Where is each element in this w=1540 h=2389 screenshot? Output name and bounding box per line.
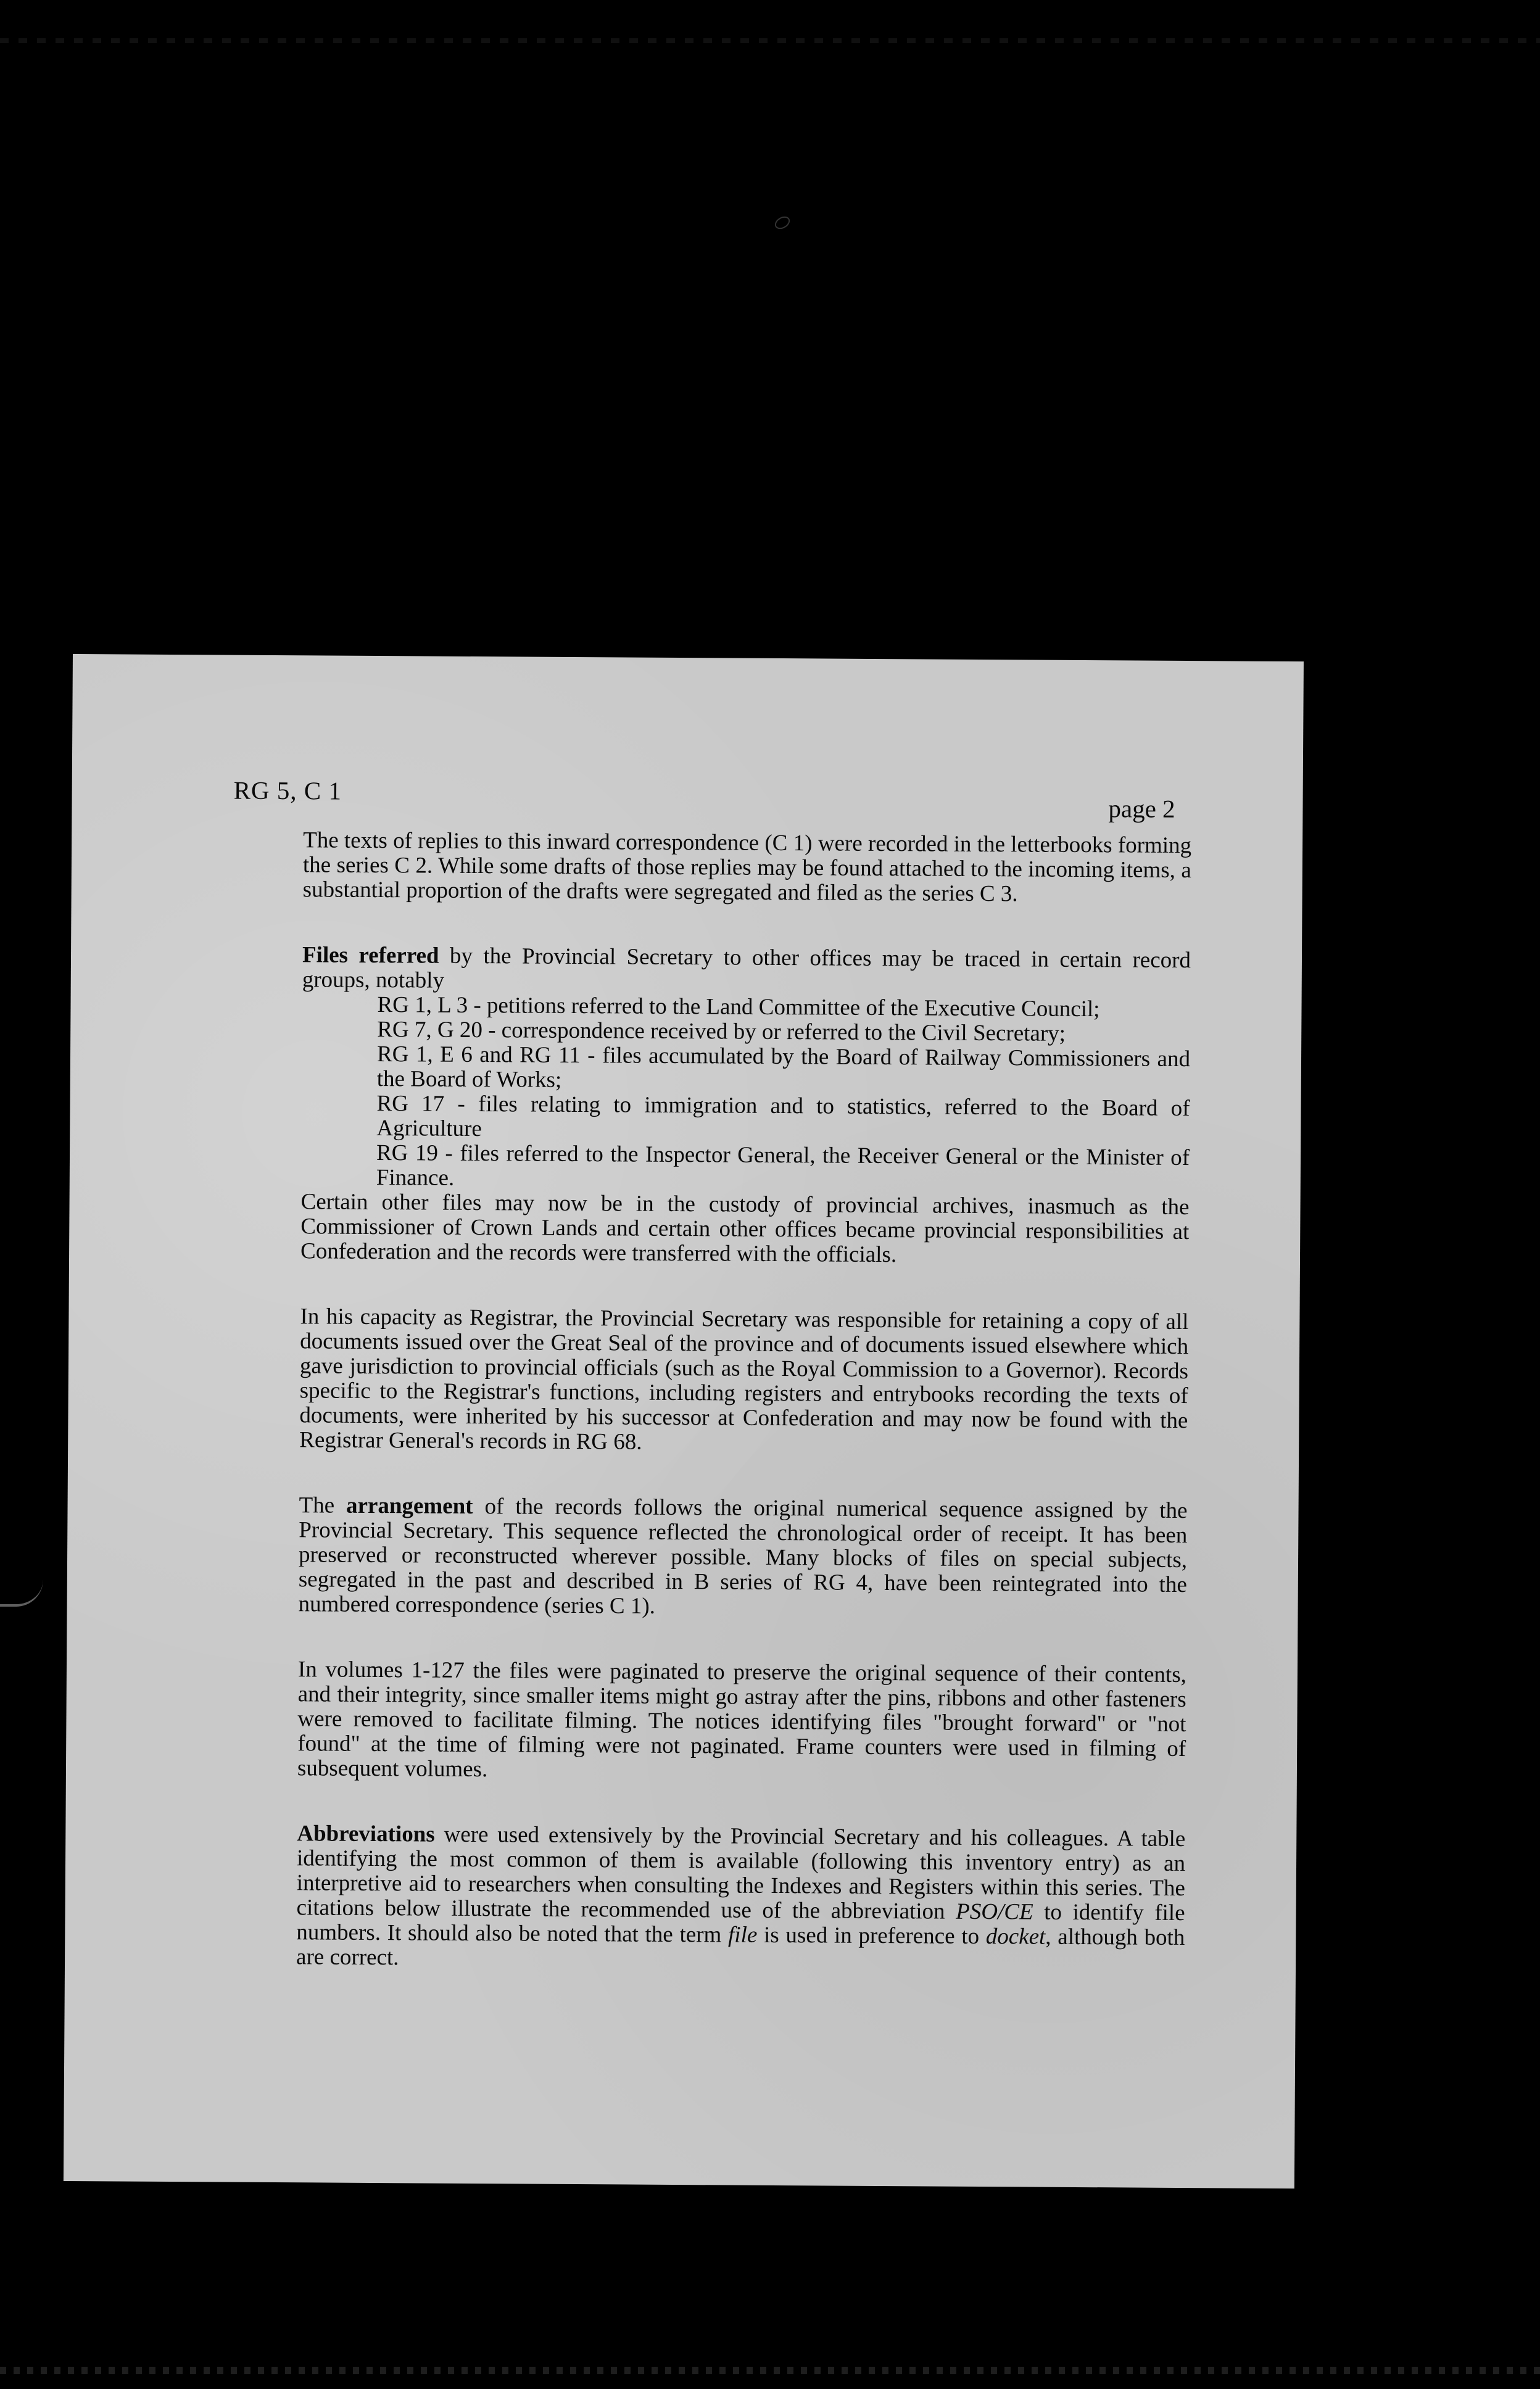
abbreviations-text: were used extensively by the Provincial Secretary and his colleagues. A table identifying the most common of them is available (following this inventory entry) as an interpretive aid to researchers when consulting the Indexes and Registers within this series. The citations below illustrate the recommended use of the abbreviation xyxy=(296,1821,1186,1924)
list-item: RG 1, L 3 - petitions referred to the Land Committee of the Executive Council; xyxy=(377,992,1100,1022)
record-group-header: RG 5, C 1 xyxy=(233,776,342,805)
files-referred-text: by the Provincial Secretary to other offices may be traced in certain record groups, notably xyxy=(302,943,1191,993)
paragraph-registrar: In his capacity as Registrar, the Provincial Secretary was responsible for retaining a copy of all documents issued over the Great Seal of the province and of documents issued elsewhere which gave jurisdiction to provincial officials (such as the Royal Commission to a Governor). Records specific to the Registrar's functions, including registers and entrybooks recording the texts of documents, were inherited by his successor at Confederation and may now be found with the Registrar General's records in RG 68. xyxy=(299,1304,1189,1455)
paragraph-pagination: In volumes 1-127 the files were paginated to preserve the original sequence of their contents, and their integrity, since smaller items might go astray after the pins, ribbons and other fasteners were removed to facilitate filming. The notices identifying files "brought forward" or "not found" at the time of filming were not paginated. Frame counters were used in filming of subsequent volumes. xyxy=(297,1657,1187,1782)
abbreviations-text: is used in preference to xyxy=(757,1922,986,1950)
list-item: RG 7, G 20 - correspondence received by or referred to the Civil Secretary; xyxy=(377,1017,1066,1046)
list-item: RG 17 - files relating to immigration and to statistics, referred to the Board of Agriculture xyxy=(376,1091,1190,1142)
paragraph-files-referred xyxy=(302,943,1191,998)
arrangement-lead: The xyxy=(299,1493,347,1518)
term-file: file xyxy=(727,1922,758,1948)
abbreviations-text: to identify file numbers. It should also be noted that the term xyxy=(296,1899,1185,1948)
record-group-list xyxy=(301,992,1191,1195)
arrangement-text: of the records follows the original numerical sequence assigned by the Provincial Secretary. This sequence reflected the chronological order of receipt. It has been preserved or reconstructed wherever possible. Many blocks of files on special subjects, segregated in the past and described in B series of RG 4, have been reintegrated into the numbered correspondence (series C 1). xyxy=(298,1493,1188,1619)
abbreviation-pso-ce: PSO/CE xyxy=(956,1898,1033,1925)
paragraph-provincial-archives: Certain other files may now be in the custody of provincial archives, inasmuch as the Commissioner of Crown Lands and certain other offices became provincial responsibilities at Confederation and the records were transferred with the officials. xyxy=(300,1189,1190,1268)
paragraph-arrangement xyxy=(298,1493,1187,1622)
paragraph-abbreviations xyxy=(296,1821,1185,1975)
scan-edge-bottom xyxy=(0,2367,1540,2374)
document-page xyxy=(64,654,1304,2188)
list-item: RG 19 - files referred to the Inspector General, the Receiver General or the Minister of Finance. xyxy=(376,1140,1190,1191)
list-item: RG 1, E 6 and RG 11 - files accumulated by the Board of Railway Commissioners and the Board of Works; xyxy=(376,1041,1191,1093)
term-docket: docket xyxy=(985,1924,1046,1950)
abbreviations-heading: Abbreviations xyxy=(297,1821,435,1847)
arrangement-heading: arrangement xyxy=(346,1493,473,1519)
files-referred-heading: Files referred xyxy=(302,942,439,969)
paragraph-replies: The texts of replies to this inward correspondence (C 1) were recorded in the letterbooks forming the series C 2. While some drafts of those replies may be found attached to the incoming items, a substantial proportion of the drafts were segregated and filed as the series C 3. xyxy=(302,827,1192,907)
scan-smudge xyxy=(772,214,792,232)
abbreviations-text: , although both are correct. xyxy=(296,1924,1185,1971)
scan-edge-top xyxy=(0,38,1540,43)
scan-artifact xyxy=(0,1580,43,1607)
page-number: page 2 xyxy=(1108,794,1175,823)
page-body xyxy=(296,828,1192,2016)
